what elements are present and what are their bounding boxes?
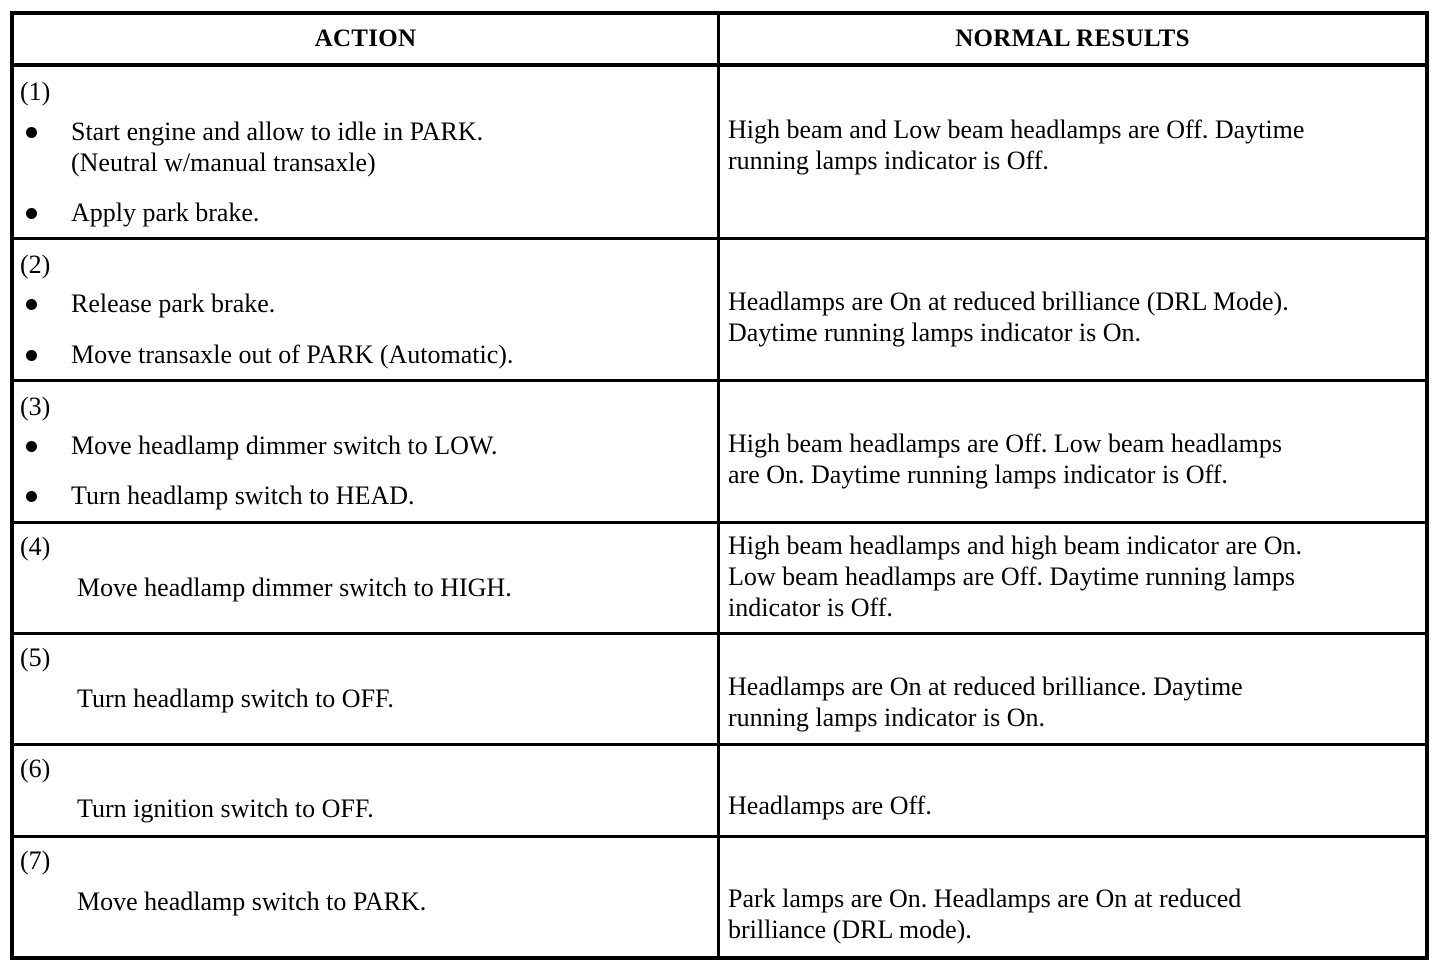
- step-number: (4): [20, 532, 51, 561]
- bullet-icon: [26, 491, 37, 502]
- result-cell: High beam headlamps and high beam indicator are On. Low beam headlamps are Off. Daytime running lamps indicator is Off.: [728, 531, 1302, 622]
- step-number: (6): [20, 754, 51, 783]
- result-cell: High beam and Low beam headlamps are Off. Daytime running lamps indicator is Off.: [728, 115, 1305, 175]
- header-action: ACTION: [314, 25, 417, 52]
- result-cell: Headlamps are On at reduced brilliance. Daytime running lamps indicator is On.: [728, 672, 1243, 732]
- table-row: [14, 382, 1425, 521]
- bullet-icon: [26, 127, 37, 138]
- step-number: (2): [20, 250, 51, 279]
- action-text: Turn ignition switch to OFF.: [77, 794, 374, 823]
- action-text: Move headlamp dimmer switch to HIGH.: [77, 573, 512, 602]
- action-cell: [14, 838, 717, 956]
- step-number: (3): [20, 392, 51, 421]
- action-cell: (2) Release park brake. Move transaxle out of PARK (Automatic).: [20, 250, 514, 369]
- action-cell: [14, 746, 717, 835]
- action-cell: [14, 635, 717, 743]
- header-normal-results: NORMAL RESULTS: [955, 25, 1190, 52]
- result-cell: Headlamps are Off.: [728, 791, 932, 820]
- table-row: [14, 746, 1425, 835]
- bullet-icon: [26, 441, 37, 452]
- action-text: Turn headlamp switch to OFF.: [77, 684, 394, 713]
- result-cell: Park lamps are On. Headlamps are On at reduced brilliance (DRL mode).: [728, 884, 1242, 944]
- bullet-icon: [26, 299, 37, 310]
- action-text: Move headlamp switch to PARK.: [77, 887, 427, 916]
- table-row: [14, 67, 1425, 237]
- result-cell: High beam headlamps are Off. Low beam headlamps are On. Daytime running lamps indicator is Off.: [728, 429, 1282, 489]
- action-cell: (1) Start engine and allow to idle in PARK. (Neutral w/manual transaxle) Apply park brake.: [20, 77, 484, 227]
- result-cell: Headlamps are On at reduced brilliance (DRL Mode). Daytime running lamps indicator is On.: [728, 287, 1289, 347]
- action-cell: (3) Move headlamp dimmer switch to LOW. Turn headlamp switch to HEAD.: [20, 392, 498, 510]
- action-cell: [14, 524, 717, 632]
- table-row: [14, 240, 1425, 379]
- table-row: [14, 635, 1425, 743]
- table-row: [14, 838, 1425, 956]
- table-row: [14, 524, 1425, 632]
- step-number: (7): [20, 846, 51, 875]
- bullet-icon: [26, 350, 37, 361]
- bullet-icon: [26, 208, 37, 219]
- procedure-table: [10, 11, 1429, 960]
- step-number: (5): [20, 643, 51, 672]
- step-number: (1): [20, 77, 51, 106]
